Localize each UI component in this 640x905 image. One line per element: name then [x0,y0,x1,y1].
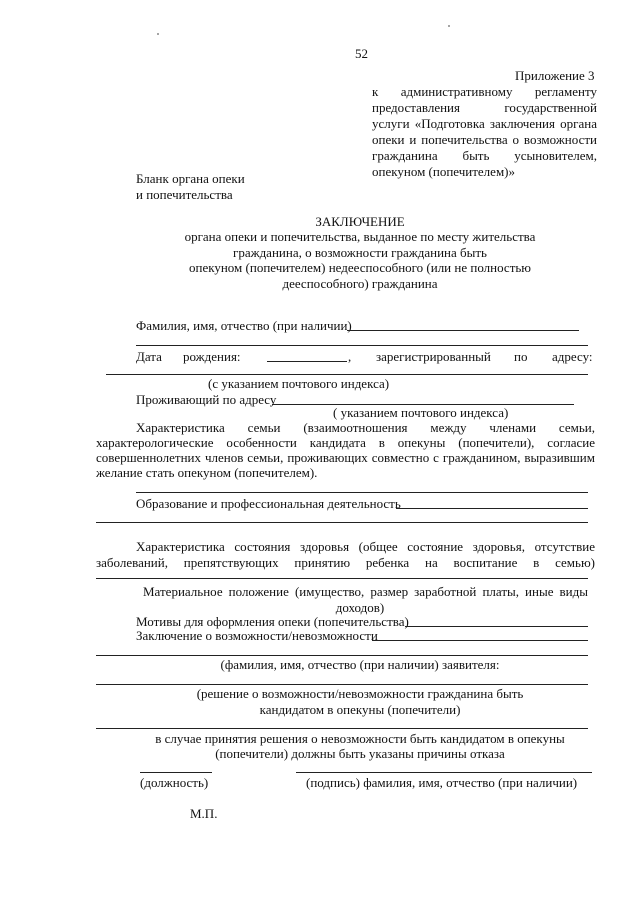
heading-line: органа опеки и попечительства, выданное по месту жительства [184,229,536,244]
decision-hint: (решение о возможности/невозможности гражданина быть [196,686,524,701]
family-text: характерологические особенности кандидата в опекуны (попечители), согласие [96,435,595,450]
blank-label: Бланк органа опеки [136,171,245,186]
appendix-line: опеки и попечительства о возможности [372,132,597,147]
full-name-field[interactable] [347,330,579,331]
full-name-field-extra[interactable] [136,345,588,346]
dob-comma: , [348,349,352,364]
position-label: (должность) [140,775,209,790]
signature-label: (подпись) фамилия, имя, отчество (при наличии) [306,775,578,790]
decision-field[interactable] [96,684,588,685]
conclusion-label: Заключение о возможности/невозможности [136,628,378,643]
motives-label: Мотивы для оформления опеки (попечительства) [136,614,409,629]
education-field[interactable] [396,508,588,509]
position-field[interactable] [140,772,212,773]
appendix-line: опекуном (попечителем)» [372,164,515,179]
dob-label: Дата [136,349,162,364]
conclusion-field-extra[interactable] [96,655,588,656]
heading-line: гражданина, о возможности гражданина быть [232,245,487,260]
residing-label: Проживающий по адресу [136,392,277,407]
conclusion-field[interactable] [372,640,588,641]
family-text: Характеристика семьи (взаимоотношения между членами семьи, [136,420,595,435]
heading-line: дееспособного) гражданина [282,276,438,291]
motives-field[interactable] [405,626,588,627]
document-title: ЗАКЛЮЧЕНИЕ [315,214,405,229]
full-name-label: Фамилия, имя, отчество (при наличии) [136,318,352,333]
dob-field[interactable] [267,361,347,362]
scan-dot [157,33,159,35]
blank-label: и попечительства [136,187,233,202]
postal-hint: (с указанием почтового индекса) [208,376,390,391]
page-number: 52 [355,46,368,61]
postal-hint: ( указанием почтового индекса) [333,405,509,420]
registered-address-field[interactable] [106,374,588,375]
decision-hint: кандидатом в опекуны (попечители) [259,702,461,717]
heading-line: опекуном (попечителем) недееспособного (или не полностью [188,260,532,275]
material-text: Материальное положение (имущество, размер заработной платы, иные виды [143,584,588,599]
appendix-line: услуги «Подготовка заключения органа [372,116,597,131]
registered-label: адресу: [552,349,593,364]
education-label: Образование и профессиональная деятельность [136,496,401,511]
health-text: Характеристика состояния здоровья (общее состояние здоровья, отсутствие [136,539,595,554]
registered-label: по [514,349,528,364]
family-field[interactable] [136,492,588,493]
signature-field[interactable] [296,772,592,773]
family-text: совершеннолетних членов семьи, проживающих совместно с гражданином, выразившим [96,450,595,465]
health-text: заболеваний, препятствующих принятию ребенка на воспитание в семью) [96,555,595,570]
stamp-label: М.П. [190,806,218,821]
appendix-line: предоставления государственной [372,100,597,115]
education-field-extra[interactable] [96,522,588,523]
material-text: доходов) [335,600,385,615]
family-text: желание стать опекуном (попечителем). [96,465,318,480]
health-field[interactable] [96,578,588,579]
scan-dot [448,25,450,27]
dob-label: рождения: [183,349,241,364]
appendix-line: гражданина быть усыновителем, [372,148,597,163]
registered-label: зарегистрированный [376,349,491,364]
refusal-hint: в случае принятия решения о невозможности быть кандидатом в опекуны [155,731,565,746]
appendix-title: Приложение 3 [515,68,595,83]
refusal-hint: (попечители) должны быть указаны причины отказа [215,746,505,761]
refusal-field[interactable] [96,728,588,729]
applicant-hint: (фамилия, имя, отчество (при наличии) заявителя: [220,657,500,672]
appendix-line: к административному регламенту [372,84,597,99]
